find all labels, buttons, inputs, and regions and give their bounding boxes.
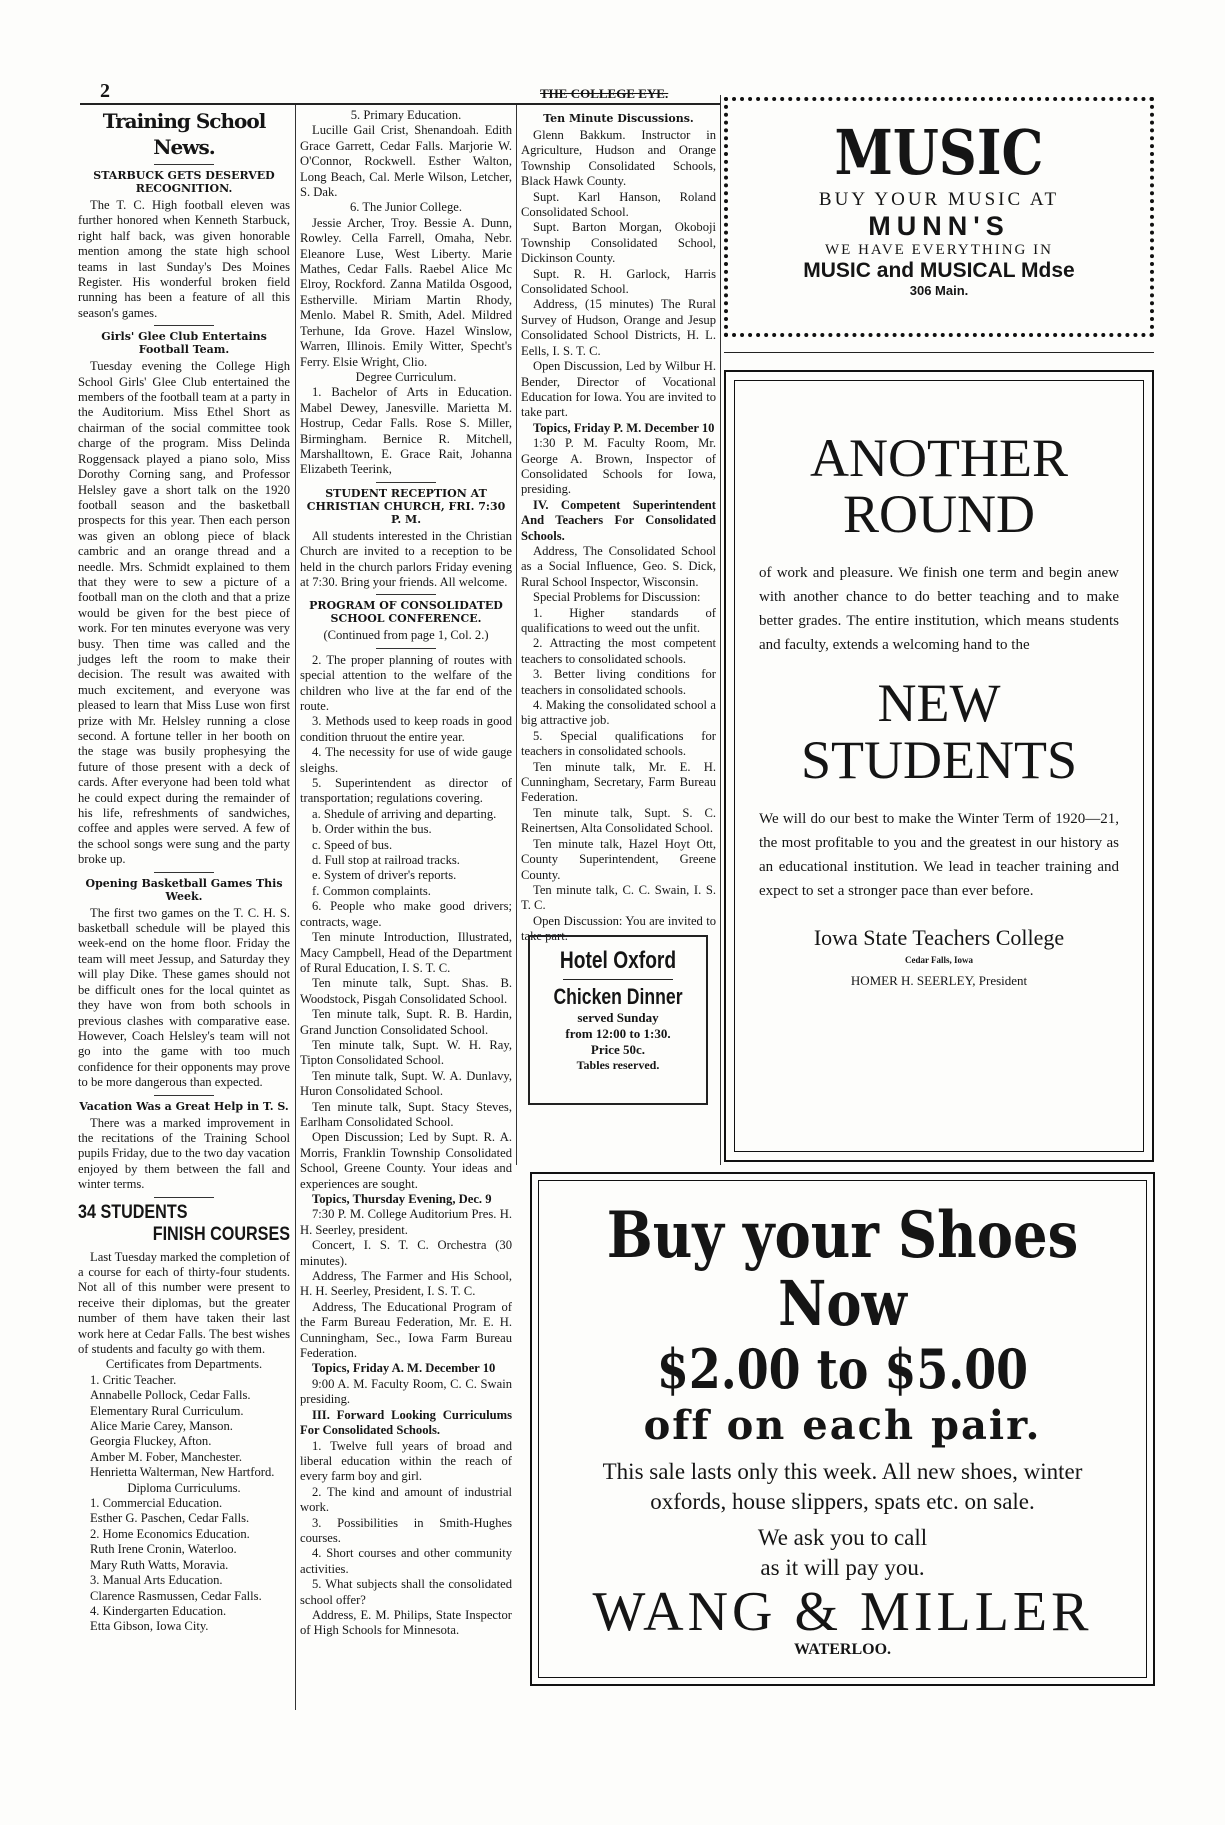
text-paragraph: 2. The kind and amount of industrial work.	[300, 1484, 512, 1515]
ad-heading: Buy your Shoes	[606, 1198, 1079, 1273]
text-paragraph: Ten minute talk, Supt. W. A. Dunlavy, Huron Consolidated School.	[300, 1068, 512, 1099]
column-3	[521, 108, 716, 945]
hotel-oxford-ad	[528, 935, 708, 1105]
paper-title: THE COLLEGE EYE.	[540, 86, 669, 101]
text-line: 5. Primary Education.	[350, 108, 462, 122]
text-paragraph: Ten minute Introduction, Illustrated, Macy Campbell, Head of the Department of Rural Education, I. S. T. C.	[300, 930, 512, 975]
article-headline: PROGRAM OF CONSOLIDATED SCHOOL CONFERENCE.	[309, 599, 503, 626]
ad-text: of work and pleasure. We finish one term and begin anew with another chance to do better teaching and to make better grades. The entire institution, which means students and faculty, extends a welcoming hand to the	[759, 565, 1119, 653]
text-paragraph: 4. Kindergarten Education.	[90, 1603, 227, 1618]
text-paragraph: 6. People who make good drivers; contracts, wage.	[300, 899, 512, 929]
text-paragraph: Ten minute talk, Supt. Stacy Steves, Earlham Consolidated School.	[300, 1099, 512, 1129]
text-paragraph: Ten minute talk, Hazel Hoyt Ott, County Superintendent, Greene County.	[521, 836, 716, 882]
text-paragraph: Georgia Fluckey, Afton.	[90, 1434, 212, 1449]
text-paragraph: Lucille Gail Crist, Shenandoah. Edith Grace Garrett, Cedar Falls. Marjorie W. O'Connor, Rockwell. Esther Walton, Long Beach, Cal. Merle Wilson, Letcher, S. Dak.	[300, 123, 512, 200]
text-paragraph: a. Shedule of arriving and departing.	[312, 806, 497, 821]
text-paragraph: Open Discussion, Led by Wilbur H. Bender, Director of Vocational Education for Iowa. You are invited to take part.	[521, 359, 716, 420]
ad-title: Hotel Oxford	[559, 947, 677, 974]
text-paragraph: 1. Commercial Education.	[90, 1496, 223, 1511]
article-headline: Vacation Was a Great Help in T. S.	[79, 1099, 289, 1113]
ad-text: This sale lasts only this week. All new shoes, winter oxfords, house slippers, spats etc. on sale.	[602, 1459, 1083, 1514]
program-list	[521, 128, 716, 945]
column-divider	[516, 105, 517, 1165]
text-paragraph: d. Full stop at railroad tracks.	[312, 853, 460, 868]
store-name: MUNN'S	[868, 211, 1010, 241]
text-paragraph: Address, E. M. Philips, State Inspector of High Schools for Minnesota.	[300, 1607, 512, 1638]
article-body: The first two games on the T. C. H. S. basketball schedule will be played this week-end on the home floor. Friday the team will meet Jessup, and Saturday they will play Dike. These games should not be difficult ones for the local quintet as they have won from both schools in previous clashes with comparative ease. However, Coach Helsley's team will not go into the game with too much confidence for their opponents may prove to be more dangerous than expected.	[78, 905, 290, 1090]
article-headline: STUDENT RECEPTION AT CHRISTIAN CHURCH, FRI. 7:30 P. M.	[306, 486, 506, 526]
text-paragraph: Ten minute talk, Supt. W. H. Ray, Tipton Consolidated School.	[300, 1037, 512, 1068]
text-paragraph: All students interested in the Christian Church are invited to a reception to be held in the church parlors Friday evening at 7:30. Bring your friends. All welcome.	[300, 528, 512, 589]
text-paragraph: Open Discussion; Led by Supt. R. A. Morris, Franklin Township Consolidated School, Greene County. Your ideas and experiences are sought.	[300, 1130, 512, 1191]
text-paragraph: Mary Ruth Watts, Moravia.	[90, 1557, 229, 1572]
text-paragraph: Address, The Consolidated School as a Social Influence, Geo. S. Dick, Rural School Inspector, Wisconsin.	[521, 543, 716, 589]
text-paragraph: 1. Critic Teacher.	[90, 1372, 177, 1387]
text-paragraph: Supt. Karl Hanson, Roland Consolidated School.	[521, 189, 716, 220]
text-paragraph: 1. Bachelor of Arts in Education. Mabel Dewey, Janesville. Marietta M. Hostrup, Cedar Falls. Rose S. Miller, Birmingham. Bernice R. Mitchell, Marshalltown, E. Grace Rait, Johanna Elizabeth Teerink,	[300, 385, 512, 477]
text-paragraph: Ten minute talk, Supt. R. B. Hardin, Grand Junction Consolidated School.	[300, 1007, 512, 1037]
discount-price: $2.00 to $5.00	[656, 1337, 1029, 1401]
article-headline: FINISH COURSES	[152, 1223, 290, 1245]
text-paragraph: 5. What subjects shall the consolidated school offer?	[300, 1577, 512, 1607]
college-name: Iowa State Teachers College	[813, 925, 1065, 950]
text-paragraph: 1. Higher standards of qualifications to weed out the unfit.	[521, 605, 716, 635]
text-paragraph: c. Speed of bus.	[312, 837, 393, 852]
text-paragraph: Amber M. Fober, Manchester.	[90, 1449, 242, 1464]
text-paragraph: Alice Marie Carey, Manson.	[90, 1419, 233, 1434]
text-paragraph: 5. Superintendent as director of transportation; regulations covering.	[300, 776, 512, 806]
text-paragraph: Supt. Barton Morgan, Okoboji Township Consolidated School, Dickinson County.	[521, 220, 716, 266]
text-paragraph: f. Common complaints.	[312, 883, 431, 898]
article-headline: Ten Minute Discussions.	[543, 112, 694, 125]
text-line: (Continued from page 1, Col. 2.)	[323, 628, 489, 643]
ad-heading: ROUND	[842, 484, 1035, 544]
text-paragraph: 4. Making the consolidated school a big attractive job.	[521, 698, 716, 728]
text-paragraph: 3. Manual Arts Education.	[90, 1573, 223, 1588]
ad-title: MUSIC	[834, 116, 1044, 189]
text-paragraph: Clarence Rasmussen, Cedar Falls.	[90, 1588, 262, 1603]
text-paragraph: 3. Better living conditions for teachers in consolidated schools.	[521, 667, 716, 697]
page-number: 2	[100, 80, 110, 102]
text-paragraph: Diploma Curriculums.	[127, 1480, 241, 1495]
store-city: WATERLOO.	[793, 1641, 892, 1658]
text-paragraph: 3. Methods used to keep roads in good condition thruout the entire year.	[300, 714, 512, 744]
text-paragraph: 5. Special qualifications for teachers in consolidated schools.	[521, 728, 716, 759]
divider	[724, 352, 1154, 353]
text-paragraph: 7:30 P. M. College Auditorium Pres. H. H. Seerley, president.	[300, 1207, 512, 1237]
text-paragraph: Address, The Educational Program of the Farm Bureau Federation, Mr. E. H. Cunningham, Sec., Iowa Farm Bureau Federation.	[300, 1299, 512, 1361]
column-1	[78, 108, 290, 1635]
ad-line: WE HAVE EVERYTHING IN	[825, 242, 1053, 258]
article-body: Tuesday evening the College High School Girls' Glee Club entertained the members of the football team at a party in the Auditorium. Miss Ethel Short as chairman of the social committee took charge of the program. Miss Delinda Roggensack played a piano solo, Miss Dorothy Corning sang, and Professor Helsley gave a short talk on the 1920 football season and the basketball prospects for this year. Then each person was given an oblong piece of black cambric and an orange thread and a needle. Mrs. Schmidt explained to them that they were to sew a picture of a football man on the cloth and that a prize would be given for the best piece of work. For ten minutes everyone was very busy. Then time was called and the judges left the room to make their decision. The result was awaited with much excitement, and everyone was pleased to learn that Miss Luse won first prize with Mr. Helsley running a close second. A fortune teller in her booth on the stage was busily prophesying the future of those present with a deck of cards. After everyone had been told what he could expect during the remainder of his life, refreshments of sandwiches, coffee and apples were served. A few of the school songs were sung and the party broke up.	[78, 359, 290, 867]
text-paragraph: e. System of driver's reports.	[312, 868, 457, 883]
graduate-list	[78, 1357, 290, 1634]
ad-text: as it will pay you.	[760, 1555, 925, 1580]
column-divider	[295, 105, 296, 1710]
address: 306 Main.	[909, 283, 969, 298]
text-paragraph: Address, The Farmer and His School, H. H. Seerley, President, I. S. T. C.	[300, 1269, 512, 1299]
section-title: Training School News.	[102, 109, 266, 159]
ad-line: served Sunday	[577, 1010, 659, 1025]
text-paragraph: 9:00 A. M. Faculty Room, C. C. Swain presiding.	[300, 1376, 512, 1407]
text-paragraph: Special Problems for Discussion:	[533, 590, 701, 605]
text-paragraph: Ten minute talk, C. C. Swain, I. S. T. C.	[521, 882, 716, 913]
text-paragraph: b. Order within the bus.	[312, 822, 432, 837]
wang-miller-shoes-ad	[530, 1172, 1155, 1686]
article-body: Last Tuesday marked the completion of a course for each of thirty-four students. Not all of this number were present to receive their diplomas, but the greater number of them have taken their last work here at Cedar Falls. The best wishes of students and faculty go with them.	[78, 1249, 290, 1356]
text-paragraph: Open Discussion: You are invited to take part.	[521, 913, 716, 944]
text-paragraph: Esther G. Paschen, Cedar Falls.	[90, 1511, 250, 1526]
text-paragraph: Henrietta Walterman, New Hartford.	[90, 1465, 275, 1480]
text-paragraph: Ten minute talk, Supt. S. C. Reinertsen, Alta Consolidated School.	[521, 805, 716, 836]
text-paragraph: 2. Home Economics Education.	[90, 1526, 250, 1541]
text-paragraph: 1:30 P. M. Faculty Room, Mr. George A. Brown, Inspector of Consolidated Schools for Iowa, presiding.	[521, 436, 716, 497]
ad-heading: off on each pair.	[643, 1402, 1042, 1449]
text-paragraph: Topics, Thursday Evening, Dec. 9	[312, 1192, 492, 1206]
college-location: Cedar Falls, Iowa	[904, 955, 974, 965]
music-ad	[724, 97, 1154, 337]
ad-heading: Now	[778, 1267, 907, 1340]
article-headline: Girls' Glee Club Entertains Football Team.	[101, 330, 267, 357]
ad-line: from 12:00 to 1:30.	[565, 1026, 671, 1041]
text-paragraph: 1. Twelve full years of broad and liberal education within the reach of every farm boy and girl.	[300, 1438, 512, 1484]
ad-line: Tables reserved.	[576, 1058, 660, 1072]
ad-line: MUSIC and MUSICAL Mdse	[803, 259, 1075, 282]
text-paragraph: Topics, Friday P. M. December 10	[533, 420, 715, 435]
article-headline: STARBUCK GETS DESERVED RECOGNITION.	[93, 169, 275, 195]
header-rule	[80, 103, 720, 105]
president-name: HOMER H. SEERLEY, President	[850, 973, 1028, 988]
text-paragraph: 2. Attracting the most competent teachers to consolidated schools.	[521, 636, 716, 666]
column-divider	[720, 95, 721, 1165]
text-paragraph: III. Forward Looking Curriculums For Consolidated Schools.	[300, 1407, 512, 1438]
ad-text: We ask you to call	[757, 1525, 928, 1550]
ad-heading: STUDENTS	[800, 730, 1077, 790]
text-paragraph: Jessie Archer, Troy. Bessie A. Dunn, Rowley. Cella Farrell, Omaha, Nebr. Eleanore Luse, West Liberty. Marie Mathes, Cedar Falls. Raebel Alice Mc Elroy, Rockford. Zanna Matilda Osgood, Estherville. Miriam Martin Rhody, Menlo. Mabel R. Smith, Adel. Mildred Terhune, Ida Grove. Hazel Winslow, Warren, Illinois. Emily Witter, Specht's Ferry. Elsie Wright, Clio.	[300, 215, 512, 369]
ad-line: Price 50c.	[590, 1042, 646, 1057]
text-paragraph: 2. The proper planning of routes with special attention to the welfare of the children who live at the far end of the route.	[300, 652, 512, 713]
ad-heading: ANOTHER	[810, 428, 1068, 488]
text-paragraph: Topics, Friday A. M. December 10	[312, 1361, 496, 1376]
text-paragraph: Glenn Bakkum. Instructor in Agriculture, Hudson and Orange Township Consolidated Schools, Black Hawk County.	[521, 128, 716, 189]
text-line: 6. The Junior College.	[349, 200, 463, 215]
text-paragraph: Certificates from Departments.	[105, 1357, 263, 1372]
iowa-state-teachers-college-ad	[724, 370, 1154, 1162]
text-paragraph: Supt. R. H. Garlock, Harris Consolidated School.	[521, 266, 716, 297]
text-paragraph: 4. Short courses and other community activities.	[300, 1546, 512, 1576]
text-paragraph: IV. Competent Superintendent And Teachers For Consolidated Schools.	[521, 497, 716, 543]
article-headline: 34 STUDENTS	[78, 1201, 188, 1223]
ad-line: BUY YOUR MUSIC AT	[818, 189, 1060, 210]
article-body: The T. C. High football eleven was further honored when Kenneth Starbuck, right half back, was given honorable mention among the state high school teams in last Sunday's Des Moines Register. His wonderful broken field running has been a feature of all this season's games.	[78, 198, 290, 320]
program-list	[300, 653, 512, 1639]
text-paragraph: Annabelle Pollock, Cedar Falls.	[90, 1388, 251, 1403]
text-paragraph: 4. The necessity for use of wide gauge sleighs.	[300, 745, 512, 775]
store-name: WANG & MILLER	[592, 1581, 1093, 1643]
ad-heading: NEW	[877, 673, 1001, 733]
ad-subtitle: Chicken Dinner	[553, 984, 683, 1009]
text-paragraph: Ten minute talk, Supt. Shas. B. Woodstock, Pisgah Consolidated School.	[300, 976, 512, 1006]
text-paragraph: Concert, I. S. T. C. Orchestra (30 minutes).	[300, 1238, 512, 1268]
text-paragraph: 3. Possibilities in Smith-Hughes courses.	[300, 1515, 512, 1545]
text-paragraph: Etta Gibson, Iowa City.	[90, 1619, 209, 1634]
column-2	[300, 108, 512, 1639]
article-headline: Opening Basketball Games This Week.	[85, 876, 283, 903]
text-paragraph: Ruth Irene Cronin, Waterloo.	[90, 1542, 237, 1557]
text-line: Degree Curriculum.	[355, 369, 457, 384]
ad-text: We will do our best to make the Winter Term of 1920—21, the most profitable to you and the greatest in our history as an educational institution. We lead in teacher training and expect to set a stronger pace than ever before.	[759, 811, 1119, 899]
text-paragraph: Address, (15 minutes) The Rural Survey of Hudson, Orange and Jesup Consolidated School Districts, H. L. Eells, I. S. T. C.	[521, 297, 716, 358]
article-body: There was a marked improvement in the recitations of the Training School pupils Friday, due to the two day vacation enjoyed by them between the fall and winter terms.	[78, 1115, 290, 1192]
text-paragraph: Elementary Rural Curriculum.	[90, 1403, 244, 1418]
text-paragraph: Ten minute talk, Mr. E. H. Cunningham, Secretary, Farm Bureau Federation.	[521, 759, 716, 805]
